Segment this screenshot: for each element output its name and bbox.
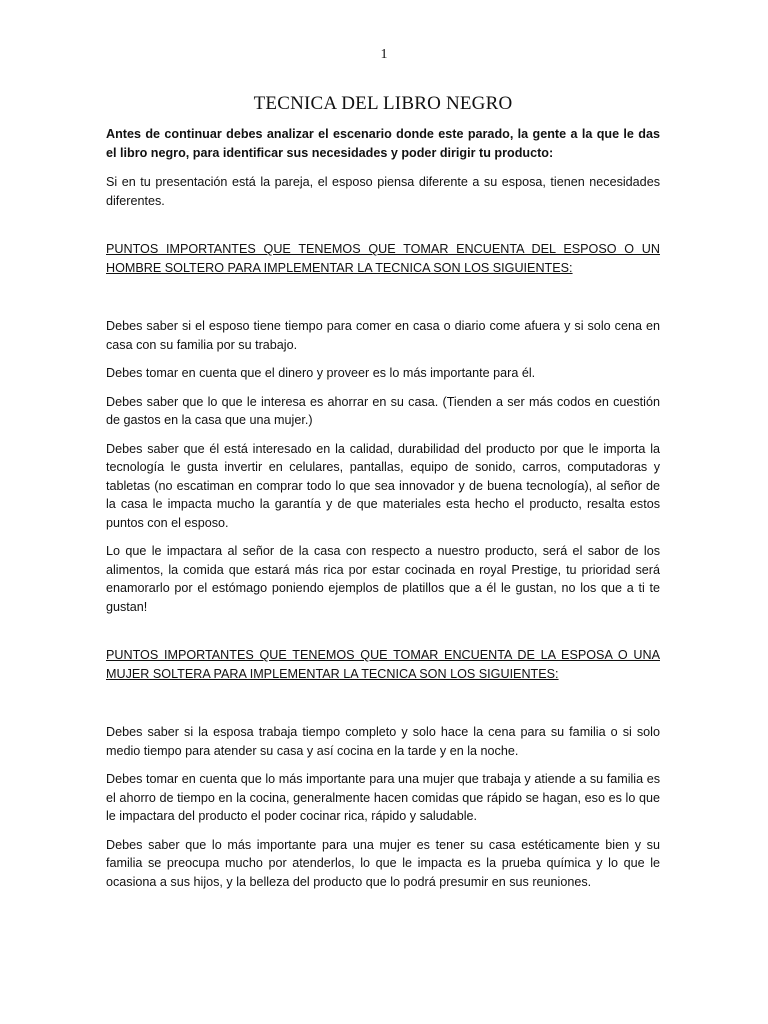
list-item: Debes saber que él está interesado en la calidad, durabilidad del producto por que le importa la tecnología le gusta invertir en celulares, pantallas, equipo de sonido, carros, computadoras y tabletas (no escatiman en comprar todo lo que sea innovador y de buena tecnología), al señor de la casa le impacta mucho la garantía y de que materiales esta hecho el producto, resalta estos puntos con el esposo. — [106, 441, 660, 530]
list-item: Debes saber si el esposo tiene tiempo para comer en casa o diario come afuera y si solo cena en casa con su familia por su trabajo. — [106, 319, 660, 352]
intro-paragraph: Antes de continuar debes analizar el escenario donde este parado, la gente a la que le das el libro negro, para identificar sus necesidades y poder dirigir tu producto: — [106, 127, 660, 160]
list-item: Debes saber que lo que le interesa es ahorrar en su casa. (Tienden a ser más codos en cuestión de gastos en la casa que una mujer.) — [106, 394, 660, 427]
document-body — [106, 92, 660, 901]
list-item: Debes tomar en cuenta que lo más importante para una mujer que trabaja y atiende a su familia es el ahorro de tiempo en la cocina, generalmente hacen comidas que rápido se hagan, eso es lo que le impactara del producto el poder cocinar rica, rápido y saludable. — [106, 772, 660, 823]
section-wife — [106, 646, 660, 891]
list-item: Lo que le impactara al señor de la casa con respecto a nuestro producto, será el sabor de los alimentos, la comida que estará más rica por estar cocinada en royal Prestige, tu prioridad será enamorarlo por el estómago poniendo ejemplos de platillos que a él le gustan, no los que a ti te gustan! — [106, 544, 660, 614]
section-husband — [106, 240, 660, 616]
section-heading: PUNTOS IMPORTANTES QUE TENEMOS QUE TOMAR ENCUENTA DEL ESPOSO O UN HOMBRE SOLTERO PARA IMPLEMENTAR LA TECNICA SON LOS SIGUIENTES: — [106, 242, 660, 275]
list-item: Debes saber que lo más importante para una mujer es tener su casa estéticamente bien y su familia se preocupa mucho por atenderlos, lo que le impacta es la prueba química y lo que le ocasiona a sus hijos, y la belleza del producto que lo podrá presumir en sus reuniones. — [106, 837, 660, 889]
document-title: TECNICA DEL LIBRO NEGRO — [253, 93, 513, 114]
section-heading: PUNTOS IMPORTANTES QUE TENEMOS QUE TOMAR ENCUENTA DE LA ESPOSA O UNA MUJER SOLTERA PARA IMPLEMENTAR LA TECNICA SON LOS SIGUIENTES: — [106, 648, 660, 681]
lead-paragraph: Si en tu presentación está la pareja, el esposo piensa diferente a su esposa, tienen necesidades diferentes. — [106, 175, 660, 208]
list-item: Debes saber si la esposa trabaja tiempo completo y solo hace la cena para su familia o si solo medio tiempo para atender su casa y así cocina en la tarde y en la noche. — [106, 725, 660, 758]
list-item: Debes tomar en cuenta que el dinero y proveer es lo más importante para él. — [106, 366, 536, 380]
page-number: 1 — [380, 47, 388, 62]
